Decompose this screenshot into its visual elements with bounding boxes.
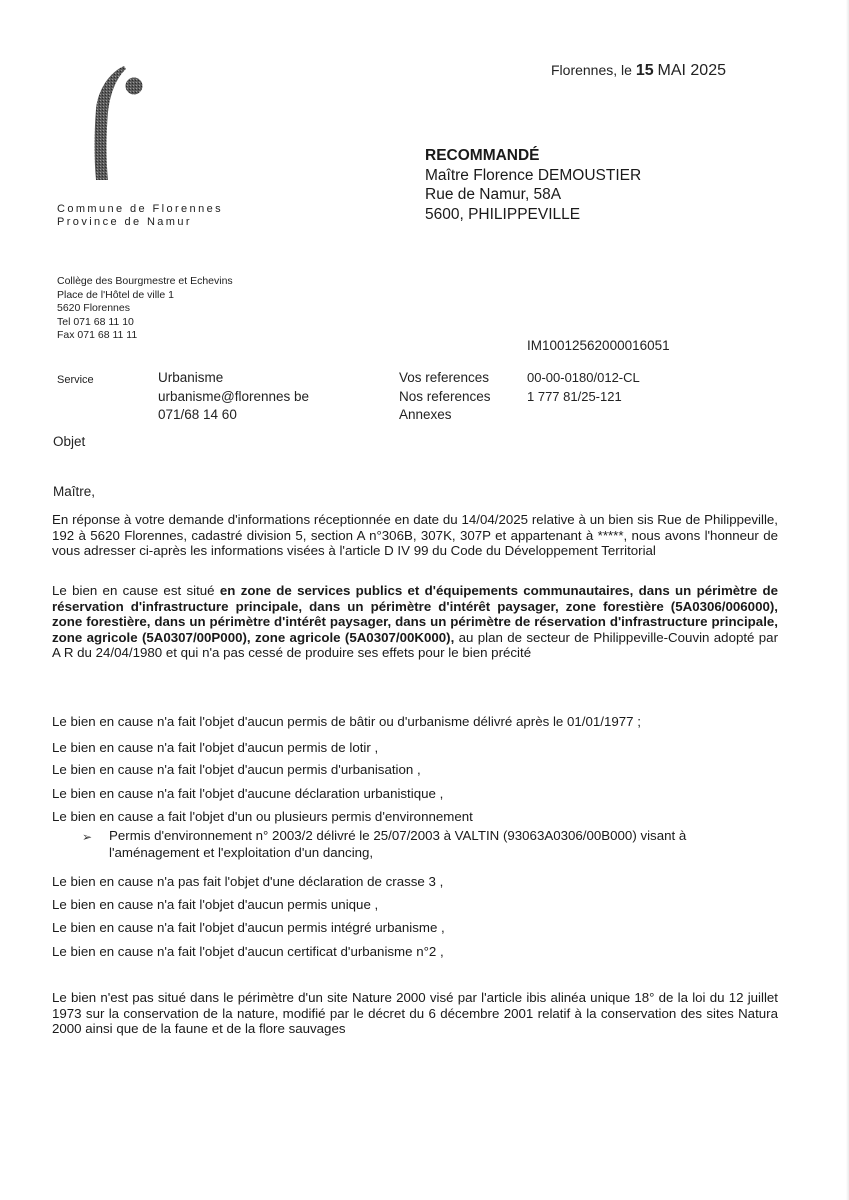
permit-status-line: Le bien en cause n'a fait l'objet d'aucun permis intégré urbanisme , xyxy=(52,920,445,935)
permit-status-line: Le bien en cause n'a fait l'objet d'aucun certificat d'urbanisme n°2 , xyxy=(52,944,444,959)
permit-status-line: Le bien en cause n'a pas fait l'objet d'une déclaration de crasse 3 , xyxy=(52,874,444,889)
service-phone: 071/68 14 60 xyxy=(158,407,237,422)
date-month-year: MAI 2025 xyxy=(657,62,726,79)
recipient-city: 5600, PHILIPPEVILLE xyxy=(425,205,581,223)
our-reference-label: Nos references xyxy=(399,388,491,404)
intro-paragraph: En réponse à votre demande d'informations réceptionnée en date du 14/04/2025 relative à un bien sis Rue de Philippeville, 192 à 5620 Florennes, cadastré division 5, section A n°306B, 307K, 307P et appartenant à *****, nous avons l'honneur de vous adresser ci-après les informations visées à l'article D IV 99 du Code du Développement Territorial xyxy=(52,512,778,558)
permit-status-line: Le bien en cause a fait l'objet d'un ou plusieurs permis d'environnement xyxy=(52,809,473,824)
sender-line: 5620 Florennes xyxy=(57,302,130,314)
our-reference-value: 1 777 81/25-121 xyxy=(527,388,622,404)
permit-status-line: Le bien en cause n'a fait l'objet d'aucun permis de lotir , xyxy=(52,740,379,755)
commune-logo xyxy=(88,64,148,184)
recipient-name: Maître Florence DEMOUSTIER xyxy=(425,166,642,184)
zoning-suffix: au plan de secteur de Philippeville-Couvin adopté par A R du 24/04/1980 et qui n'a pas cessé de produire ses effets pour le bien précité xyxy=(52,629,778,660)
commune-de-florennes-emblem-icon xyxy=(88,64,148,184)
permit-status-line: Le bien en cause n'a fait l'objet d'aucun permis d'urbanisation , xyxy=(52,762,421,777)
im-reference: IM10012562000016051 xyxy=(527,338,670,353)
references-labels xyxy=(399,369,491,425)
permit-status-line: Le bien en cause n'a fait l'objet d'aucun permis de bâtir ou d'urbanisme délivré après le 01/01/1977 ; xyxy=(52,714,641,729)
recipient-street: Rue de Namur, 58A xyxy=(425,186,562,203)
natura-paragraph: Le bien n'est pas situé dans le périmètre d'un site Nature 2000 visé par l'article ibis alinéa unique 18° de la loi du 12 juillet 1973 sur la conservation de la nature, modifié par le décret du 6 décembre 2001 relatif à la conservation des sites Natura 2000 ainsi que de la faune et de la flore sauvages xyxy=(52,990,778,1036)
sender-line: Fax 071 68 11 11 xyxy=(57,329,138,341)
service-email: urbanisme@florennes be xyxy=(158,388,310,404)
service-details xyxy=(158,369,309,425)
your-reference-label: Vos references xyxy=(399,370,490,385)
commune-name xyxy=(57,203,223,229)
environment-permit-item: Permis d'environnement n° 2003/2 délivré le 25/07/2003 à VALTIN (93063A0306/00B000) visant à l'aménagement et l'exploitation d'un dancing, xyxy=(109,828,687,860)
sender-line: Tel 071 68 11 10 xyxy=(57,315,134,328)
commune-line: Commune de Florennes xyxy=(57,203,224,215)
sender-block xyxy=(57,275,233,343)
zoning-prefix: Le bien en cause est situé xyxy=(52,583,215,598)
registered-mail-label: RECOMMANDÉ xyxy=(425,147,540,164)
subject-label: Objet xyxy=(53,434,86,449)
letter-date xyxy=(551,62,726,80)
date-day: 15 xyxy=(635,62,654,79)
salutation: Maître, xyxy=(53,484,96,499)
service-label: Service xyxy=(57,374,94,386)
permit-status-line: Le bien en cause n'a fait l'objet d'aucun permis unique , xyxy=(52,897,379,912)
arrow-bullet-icon: ➢ xyxy=(82,830,93,844)
zoning-designation: en zone de services publics et d'équipements communautaires, dans un périmètre de réservation d'infrastructure principale, dans un périmètre d'intérêt paysager, zone forestière (5A0306/006000), zone forestière, dans un périmètre d'intérêt paysager, dans un périmètre de réservation d'infrastructure principale, zone agricole (5A0307/00P000), zone agricole (5A0307/00K000), xyxy=(52,583,779,645)
sender-line: Collège des Bourgmestre et Echevins xyxy=(57,275,233,287)
sender-line: Place de l'Hôtel de ville 1 xyxy=(57,288,174,301)
references-values xyxy=(527,369,640,406)
recipient-block xyxy=(425,146,641,224)
province-line: Province de Namur xyxy=(57,216,192,228)
your-reference-value: 00-00-0180/012-CL xyxy=(527,370,640,385)
date-prefix: Florennes, le xyxy=(551,62,632,78)
permit-status-line: Le bien en cause n'a fait l'objet d'aucune déclaration urbanistique , xyxy=(52,786,444,801)
annexes-label: Annexes xyxy=(399,407,452,422)
zoning-paragraph xyxy=(52,583,778,661)
service-name: Urbanisme xyxy=(158,370,224,385)
